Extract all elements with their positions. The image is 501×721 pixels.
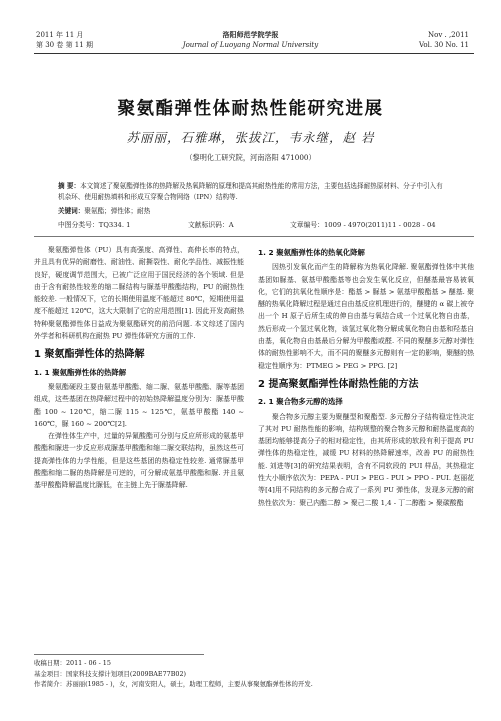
footnote	[34, 658, 474, 690]
abstract	[58, 181, 448, 203]
paper-authors: 苏丽丽，石雅琳，张拔江，韦永继，赵 岩	[126, 130, 375, 145]
section-1-2-heading: 1. 2 聚氨酯弹性体的热氧化降解	[258, 248, 365, 257]
header-month-en: Nov . ,2011	[427, 31, 469, 39]
paper-title: 聚氨酯弹性体耐热性能研究进展	[117, 99, 384, 119]
fund-info: 基金项目：国家科技支撑计划项目(2009BAE77B02)	[34, 669, 187, 678]
section-1-2-paragraph: 因热引发氧化而产生的降解称为热氧化降解. 聚氨酯弹性体中其他基团如脲基、氨基甲酸酯基等也会发生氧化反应，但醚基最容易被氧化，它们的抗氧化性顺序是：酯基 > 脲基 > 氨基甲酸酯基 > 醚基. 聚醚的热氧化降解过程是通过自由基反应机理进行的，醚键的 α 碳上被夺出一个 H 原子后所生成的伸自由基与氧结合成一个过氧化物自由基，然后形成一个氢过氧化物，该氢过氧化物分解成氧化物自由基和羟基自由基，氧化物自由基最后分解为甲酸酯或醛. 不同的聚醚多元醇对弹性体的耐热性影响不大，而不同的聚醚多元醇则有一定的影响，聚醚的热稳定性顺序为：PTMEG > PEG > PPG. [2]	[258, 263, 474, 370]
abstract-text: 本文简述了聚氨酯弹性体的热降解及热氧降解的原理和提高其耐热性能的常用方法，主要包括选择耐热原材料、分子中引入有机杂环、使用耐热填料和形成互穿聚合物网络（IPN）结构等.	[58, 182, 443, 201]
left-column	[34, 244, 244, 492]
section-2-1-heading: 2. 1 聚合物多元醇的选择	[258, 397, 343, 407]
document-code: 文献标识码：A	[188, 221, 234, 229]
section-2-1-paragraph: 聚合物多元醇主要为聚醚型和聚酯型. 多元醇分子结构稳定性决定了其对 PU 耐热性能的影响，结构规整的聚合物多元醇和耐热温度高的基团均能够提高分子的相对稳定性，由其所形成的软段有利于提高 PU 弹性体的热稳定性，减缓 PU 材料的热降解速率，改善 PU 的耐热性能. 刘进等[3]的研究结果表明，含有不同软段的 PUI 样品，其热稳定性大小顺序依次为：PEPA - PUI > PEG - PUI > PPO - PUI. 赵丽花等[4]用不同结构的多元醇合成了一系列 PU 弹性体，发现多元醇的耐热性依次为：聚己内酯二醇 > 聚己二酸 1,4 - 丁二醇酯 > 聚碳酸酯	[258, 412, 474, 507]
article-number: 文章编号：1009 - 4970(2011)11 - 0028 - 04	[290, 221, 436, 229]
right-column	[258, 244, 474, 509]
section-1-1-paragraph-1: 聚氨酯硬段主要由氨基甲酸酯、缩二脲、氨基甲酸酯、脲等基团组成，这些基团在热降解过程中的初始热降解温度分别为：脲基甲酸酯 100 ~ 120℃，缩二脲 115 ~ 125℃，氨基甲酸酯 140 ~ 160℃，脲 160 ~ 200℃[2].	[34, 382, 244, 428]
section-1-heading: 1 聚氨酯弹性体的热降解	[34, 349, 145, 361]
received-date: 收稿日期：2011 - 06 - 15	[34, 659, 111, 667]
header-rule	[34, 53, 474, 54]
header-date: 2011 年 11 月	[36, 31, 84, 39]
journal-name-cn: 洛阳师范学院学报	[222, 30, 279, 39]
section-1-1-heading: 1. 1 聚氨酯弹性体的热降解	[34, 367, 127, 377]
clc-number: 中图分类号：TQ334. 1	[58, 221, 131, 229]
section-1-1-paragraph-2: 在弹性体生产中，过量的异氰酸酯可分别与反应所形成的氨基甲酸酯和脲进一步反应形成脲基甲酸酯和缩二脲交联结构，虽然这些可提高弹性体的力学性能，但是这些基团的热稳定性较差. 通常脲基甲酸酯和缩二脲的热降解是可逆的，可分解成氨基甲酸酯和脲. 并且氨基甲酸酯降解温度比脲低，在主链上先于脲基降解.	[34, 432, 244, 490]
abstract-label: 摘 要：	[58, 182, 81, 190]
keywords-label: 关键词：	[58, 207, 85, 215]
abstract-rule	[34, 236, 474, 237]
footnote-rule	[34, 654, 204, 655]
header-volume-en: Vol. 30 No. 11	[418, 41, 469, 49]
header-right	[419, 30, 469, 50]
intro-paragraph: 聚氨酯弹性体（PU）具有高强度、高弹性、高伸长率的特点，并且具有优异的耐磨性、耐油性、耐撕裂性、耐化学品性、减振性能良好，硬度调节范围大，已被广泛应用于国民经济的各个领域. 但是由于含有耐热性较差的缩二脲结构与脲基甲酸酯结构，PU 的耐热性能较差. 一般情况下，它的长期使用温度不能超过 80℃，短期使用温度不能超过 120℃，这大大限制了它的应用范围[1]. 因此开发高耐热特种聚氨酯弹性体日益成为聚氨酯研究的前沿问题. 本文综述了国内外学者和科研机构在耐热 PU 弹性体研究方面的工作.	[34, 246, 244, 341]
header-volume: 第 30 卷 第 11 期	[36, 41, 93, 49]
keywords	[58, 205, 448, 215]
affiliation: （黎明化工研究院，河南洛阳 471000）	[185, 153, 316, 162]
keywords-text: 聚氨酯；弹性体；耐热	[84, 207, 151, 215]
journal-name-en: Journal of Luoyang Normal University	[182, 41, 319, 49]
section-2-heading: 2 提高聚氨酯弹性体耐热性能的方法	[258, 378, 419, 390]
author-info: 作者简介：苏丽丽(1985 - )，女，河南安阳人，硕士，助理工程师，主要从事聚氨酯弹性体的开发.	[34, 680, 313, 688]
